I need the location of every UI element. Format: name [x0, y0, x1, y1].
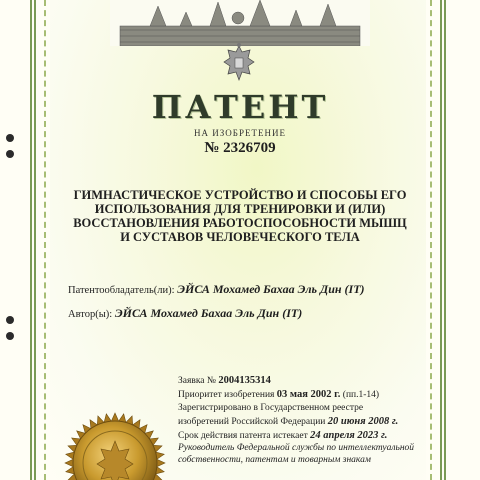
patent-title: ПАТЕНТ	[151, 88, 329, 126]
expiry-date: 24 апреля 2023 г.	[310, 430, 388, 441]
registered-date: 20 июня 2008 г.	[327, 416, 399, 427]
patent-holder	[68, 282, 365, 297]
registration-details	[178, 374, 438, 443]
author	[68, 306, 302, 321]
invention-title	[70, 188, 410, 244]
application-label: Заявка №	[178, 376, 216, 386]
expiry-label: Срок действия патента истекает	[178, 431, 308, 441]
patent-holder-value: ЭЙСА Мохамед Бахаа Эль Дин (IT)	[177, 282, 365, 296]
punch-hole	[6, 332, 14, 340]
author-label: Автор(ы):	[68, 309, 113, 320]
invention-title-line: И СУСТАВОВ ЧЕЛОВЕЧЕСКОГО ТЕЛА	[120, 230, 360, 244]
expiry-row	[178, 429, 438, 443]
invention-title-line: ИСПОЛЬЗОВАНИЯ ДЛЯ ТРЕНИРОВКИ И (ИЛИ)	[94, 202, 386, 216]
priority-row	[178, 388, 438, 402]
registered-label: изобретений Российской Федерации	[178, 417, 326, 427]
patent-number: № 2326709	[204, 140, 276, 156]
signer-line: Руководитель Федеральной службы по интеллектуальной	[178, 443, 415, 453]
patent-holder-label: Патентообладатель(ли):	[68, 285, 175, 296]
double-headed-eagle-emblem	[222, 42, 256, 84]
application-number: 2004135314	[218, 375, 271, 386]
priority-date: 03 мая 2002 г.	[276, 389, 341, 400]
application-row	[178, 374, 438, 388]
registered-row-2	[178, 415, 438, 429]
signer-title	[178, 442, 438, 466]
signer-line: собственности, патентам и товарным знакам	[178, 455, 371, 465]
invention-title-line: ВОССТАНОВЛЕНИЯ РАБОТОСПОСОБНОСТИ МЫШЦ	[73, 216, 407, 230]
gold-seal	[60, 408, 170, 480]
priority-label: Приоритет изобретения	[178, 390, 275, 400]
kremlin-engraving	[110, 0, 370, 46]
punch-hole	[6, 316, 14, 324]
registered-row-1: Зарегистрировано в Государственном реестре	[178, 403, 364, 413]
author-value: ЭЙСА Мохамед Бахаа Эль Дин (IT)	[114, 306, 303, 320]
priority-claims: (пп.1-14)	[342, 390, 380, 400]
patent-subtitle: НА ИЗОБРЕТЕНИЕ	[194, 128, 286, 138]
invention-title-line: ГИМНАСТИЧЕСКОЕ УСТРОЙСТВО И СПОСОБЫ ЕГО	[73, 188, 407, 202]
